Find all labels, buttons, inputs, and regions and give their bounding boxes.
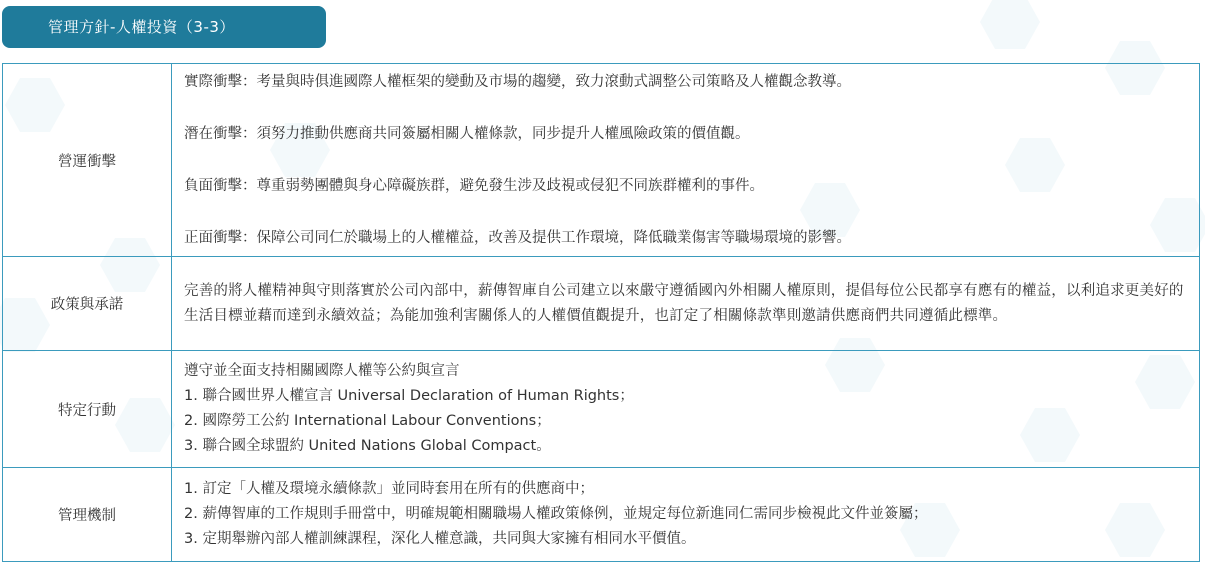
- mechanism-line: 1. 訂定「人權及環境永續條款」並同時套用在所有的供應商中；: [184, 481, 594, 497]
- row-label-policy: 政策與承諾: [3, 257, 172, 351]
- actions-line: 2. 國際勞工公約 International Labour Conventions；: [184, 413, 551, 429]
- impact-line: 負面衝擊：尊重弱勢團體與身心障礙族群，避免發生涉及歧視或侵犯不同族群權利的事件。: [184, 178, 764, 194]
- actions-line: 遵守並全面支持相關國際人權等公約與宣言: [184, 363, 460, 379]
- row-label-actions: 特定行動: [3, 351, 172, 468]
- row-label-impact: 營運衝擊: [3, 64, 172, 257]
- actions-content: [172, 351, 1200, 468]
- mechanism-content: [172, 468, 1200, 562]
- mechanism-line: 3. 定期舉辦內部人權訓練課程，深化人權意識，共同與大家擁有相同水平價值。: [184, 531, 696, 547]
- row-label-mechanism: 管理機制: [3, 468, 172, 562]
- watermark-hex: [980, 0, 1040, 52]
- impact-line: 潛在衝擊：須努力推動供應商共同簽屬相關人權條款，同步提升人權風險政策的價值觀。: [184, 126, 750, 142]
- table-row: [3, 64, 1200, 257]
- table-row: [3, 468, 1200, 562]
- impact-line: 正面衝擊：保障公司同仁於職場上的人權權益，改善及提供工作環境，降低職業傷害等職場環境的影響。: [184, 230, 851, 246]
- actions-line: 1. 聯合國世界人權宣言 Universal Declaration of Human Rights；: [184, 388, 634, 404]
- impact-line: 實際衝擊：考量與時俱進國際人權框架的變動及市場的趨變，致力滾動式調整公司策略及人權觀念教導。: [184, 74, 851, 90]
- table-row: [3, 351, 1200, 468]
- policy-table: [2, 63, 1200, 562]
- table-row: [3, 257, 1200, 351]
- mechanism-line: 2. 薪傳智庫的工作規則手冊當中，明確規範相關職場人權政策條例，並規定每位新進同仁需同步檢視此文件並簽屬；: [184, 506, 928, 522]
- actions-line: 3. 聯合國全球盟約 United Nations Global Compact。: [184, 438, 551, 454]
- page-title: 管理方針-人權投資（3-3）: [2, 6, 326, 48]
- impact-content: [172, 64, 1200, 257]
- policy-content: 完善的將人權精神與守則落實於公司內部中，薪傳智庫自公司建立以來嚴守遵循國內外相關人權原則，提倡每位公民都享有應有的權益，以利追求更美好的生活目標並藉而達到永續效益；為能加強利害關係人的人權價值觀提升，也訂定了相關條款準則邀請供應商們共同遵循此標準。: [172, 257, 1200, 351]
